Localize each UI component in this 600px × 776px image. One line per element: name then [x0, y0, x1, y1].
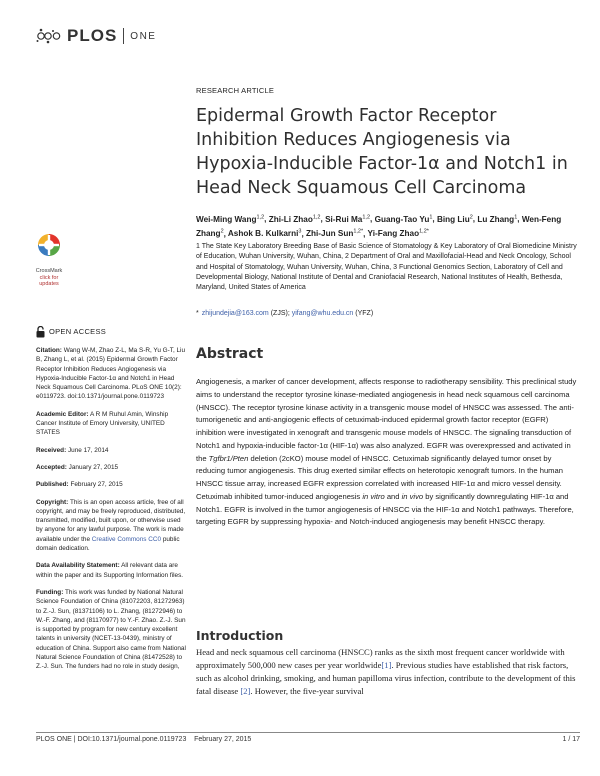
crossmark-icon	[36, 232, 62, 262]
funding-text: This work was funded by National Natural Science Foundation of China (81072203, 81272963) to Z.-J. Sun, (81371106) to L. Zhang, (81272946) to W.-F. Zhang, and (81170977) to Y.-F. Zhao. Z.-J. Sun is supported by program for new century excellent talents in university (NCET-13-0439), ministry of education of China. Support also came from National Natural Science Foundation of China (81472528) to Z.-J. Sun. The funders had no role in study design,	[36, 588, 186, 671]
author-affiliation-mark: 1,2	[312, 214, 321, 220]
author-name	[368, 229, 429, 238]
editor-block	[36, 410, 188, 438]
email-link-1[interactable]: zhijundejia@163.com	[201, 310, 269, 317]
author-label: Wen-Feng Zhang	[196, 214, 562, 239]
published-label: Published:	[36, 481, 69, 489]
funding-block	[36, 588, 188, 672]
author-label: Bing Liu	[436, 214, 470, 224]
author-label: Guang-Tao Yu	[374, 214, 430, 224]
author-name	[375, 215, 433, 224]
reference-link-1[interactable]: [1]	[381, 660, 392, 671]
editor-text: A R M Ruhul Amin, Winship Cancer Institute of Emory University, UNITED STATES	[36, 410, 169, 437]
author-name	[196, 215, 264, 224]
author-name	[477, 215, 517, 224]
published-date: February 27, 2015	[68, 481, 123, 489]
author-affiliation-mark: 1,2*	[353, 228, 364, 235]
introduction-heading: Introduction	[196, 628, 284, 643]
plos-brand: PLOS	[67, 26, 118, 45]
corresponding-contact	[196, 310, 373, 317]
abstract-in-vivo: in vivo	[401, 491, 424, 501]
received-date: June 17, 2014	[66, 446, 109, 454]
article-title: Epidermal Growth Factor Receptor Inhibition Reduces Angiogenesis via Hypoxia-Inducible Factor-1α and Notch1 in Head Neck Squamous Cell Carcinoma	[196, 106, 568, 198]
author-label: Zhi-Jun Sun	[306, 229, 354, 239]
author-list: Wei-Ming Wang$^{1,2}$, Zhi-Li Zhao$^{1,2}$, Si-Rui Ma$^{1,2}$, Guang-Tao Yu$^1$, Bing Liu$^2$, Lu Zhang$^1$, Wen-Feng Zhang$^2$, Ashok B. Kulkarni$^3$, Zhi-Jun Sun$^{1,2*}$, Yi-Fang Zhao$^{1,2*}$	[196, 214, 562, 239]
citation-text: Wang W-M, Zhao Z-L, Ma S-R, Yu G-T, Liu B, Zhang L, et al. (2015) Epidermal Growth Factor Receptor Inhibition Reduces Angiogenesis via Hypoxia-Inducible Factor-1α and Notch1 in Head Neck Squamous Cell Carcinoma. PLoS ONE 10(2): e0119723. doi:10.1371/journal.pone.0119723	[36, 347, 186, 401]
author-name	[325, 215, 370, 224]
author-label: Ashok B. Kulkarni	[227, 229, 299, 239]
abstract-heading: Abstract	[196, 346, 264, 362]
author-affiliation-mark: 1	[514, 214, 518, 220]
copyright-text: This is an open access article, free of all copyright, and may be freely reproduced, distributed, transmitted, modified, built upon, or otherwise used by anyone for any lawful purpose. The work is made available under the	[36, 498, 186, 543]
open-access-label: OPEN ACCESS	[49, 327, 107, 337]
author-label: Si-Rui Ma	[325, 214, 363, 224]
copyright-end: public domain dedication.	[36, 535, 180, 553]
cc0-link[interactable]: Creative Commons CC0	[91, 535, 162, 543]
abstract-in-vitro: in vitro	[362, 491, 385, 501]
data-availability-block	[36, 561, 188, 580]
author-label: Wei-Ming Wang	[196, 214, 257, 224]
intro-part-1: Head and neck squamous cell carcinoma (HNSCC) ranks as the sixth most frequent cancer worldwide with approximately 500,000 new cases per year worldwide	[196, 647, 565, 671]
citation-block	[36, 346, 188, 402]
email-link-2[interactable]: yifang@whu.edu.cn	[291, 310, 354, 317]
footer-divider	[36, 732, 580, 733]
footer-citation: PLOS ONE | DOI:10.1371/journal.pone.0119723 February 27, 2015	[36, 736, 252, 743]
author-name	[306, 229, 363, 238]
article-type: RESEARCH ARTICLE	[196, 86, 275, 95]
accepted-label: Accepted:	[36, 463, 67, 471]
page-number: 1 / 17	[562, 736, 580, 743]
abstract-mouse-model: Tgfbr1/Pten	[208, 453, 249, 463]
abstract-part-2: deletion (2cKO) mouse model of HNSCC. Cetuximab significantly delayed tumor onset by reducing tumor angiogenesis. This drug exerted similar effects on heterotopic xenograft tumors. In the human HNSCC tissue array, increased EGFR expression correlated with increased HIF-1α and micro vessel density. Cetuximab inhibited tumor-induced angiogenesis	[196, 453, 563, 501]
author-label: Lu Zhang	[477, 214, 515, 224]
abstract-text	[196, 376, 578, 529]
logo-divider	[123, 28, 124, 44]
author-affiliation-mark: 3	[298, 228, 302, 235]
abstract-part-1: Angiogenesis, a marker of cancer development, affects response to radiotherapy sensibility. This preclinical study aims to understand the receptor tyrosine kinase-mediated angiogenesis in head neck squamous cell carcinoma (HNSCC). The receptor tyrosine kinase activity in a transgenic mouse model of HNSCC was assessed. The anti-tumorigenetic and anti-angiogenic effects of cetuximab-induced epidermal growth factor receptor (EGFR) inhibition were investigated in xenograft and transgenic mouse models of HNSCC. The signaling transduction of Notch1 and hypoxia-inducible factor-1α (HIF-1α) was also analyzed. EGFR was overexpressed and activated in the	[196, 377, 577, 463]
reference-link-2[interactable]: [2]	[240, 686, 251, 697]
introduction-text	[196, 646, 580, 698]
author-label: Yi-Fang Zhao	[367, 229, 420, 239]
author-name	[269, 215, 321, 224]
author-affiliation-mark: 2	[469, 214, 473, 220]
intro-part-2: . Previous studies have established that risk factors, such as alcohol drinking, smoking, and human papilloma virus infection, contribute to the development of this fatal disease	[196, 660, 576, 697]
author-label: Zhi-Li Zhao	[268, 214, 313, 224]
editor-label: Academic Editor:	[36, 410, 89, 418]
accepted-block	[36, 463, 188, 472]
author-affiliation-mark: 2	[220, 228, 224, 235]
article-info-sidebar	[36, 326, 188, 680]
received-block	[36, 446, 188, 455]
abstract-and: and	[384, 491, 402, 501]
crossmark-label: CrossMark	[35, 268, 63, 274]
funding-label: Funding:	[36, 588, 64, 596]
abstract-part-3: by significantly downregulating HIF-1α and Notch1. EGFR is involved in the tumor angiogenesis of HNSCC via the HIF-1α and Notch1 pathways. Therefore, targeting EGFR by suppressing hypoxia- and Notch-induced angiogenesis may benefit HNSCC therapy.	[196, 491, 574, 527]
plos-logo-icon	[36, 27, 64, 45]
citation-label: Citation:	[36, 347, 62, 354]
open-access-badge	[36, 326, 188, 338]
author-affiliation-mark: 1,2	[256, 214, 265, 220]
copyright-block	[36, 498, 188, 554]
crossmark-badge[interactable]	[34, 232, 64, 287]
author-name	[228, 229, 302, 238]
author-affiliation-mark: 1	[429, 214, 433, 220]
author-name	[437, 215, 473, 224]
intro-part-3: . However, the five-year survival	[250, 686, 364, 697]
author-affiliation-mark: 1,2	[362, 214, 371, 220]
crossmark-sublabel: click for updates	[39, 275, 59, 287]
author-affiliation-mark: 1,2*	[419, 228, 429, 235]
affiliations: 1 The State Key Laboratory Breeding Base of Basic Science of Stomatology & Key Laboratory of Oral Biomedicine Ministry of Education, Wuhan University, Wuhan, China, 2 Department of Oral and Maxillofacial-Head and Neck Oncology, School and Hospital of Stomatology, Wuhan University, Wuhan, China, 3 Functional Genomics Section, Laboratory of Cell and Developmental Biology, National Institute of Dental and Craniofacial Research, National Institutes of Health, Bethesda, Maryland, United States of America	[196, 243, 577, 292]
corresponding-star: *	[196, 310, 199, 317]
journal-name: ONE	[130, 30, 157, 42]
journal-header	[36, 26, 156, 46]
received-label: Received:	[36, 446, 67, 454]
contact-initials-1: (ZJS);	[268, 310, 292, 317]
open-lock-icon	[36, 326, 45, 338]
copyright-label: Copyright:	[36, 498, 69, 506]
published-block	[36, 480, 188, 489]
accepted-date: January 27, 2015	[66, 463, 119, 471]
data-availability-label: Data Availability Statement:	[36, 562, 120, 570]
data-availability-text: All relevant data are within the paper and its Supporting Information files.	[36, 562, 184, 579]
contact-initials-2: (YFZ)	[353, 310, 374, 317]
